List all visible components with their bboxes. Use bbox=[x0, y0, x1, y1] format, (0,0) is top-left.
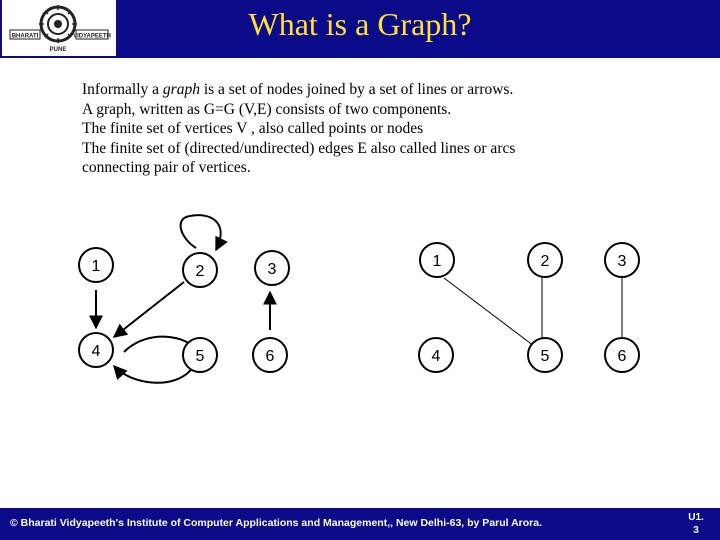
directed-node-3-label: 3 bbox=[267, 261, 277, 278]
undirected-nodes bbox=[419, 243, 639, 372]
logo-text-left: BHARATI bbox=[11, 33, 39, 40]
logo-text-bottom: PUNE bbox=[49, 47, 67, 53]
slide-number-page: 3 bbox=[693, 525, 699, 536]
undirected-node-3-label: 3 bbox=[617, 253, 627, 270]
directed-node-4-label: 4 bbox=[91, 343, 101, 360]
text-line-2: A graph, written as G=G (V,E) consists of two components. bbox=[82, 100, 452, 118]
undirected-node-4-label: 4 bbox=[431, 348, 441, 365]
edge-5-4-lower bbox=[114, 362, 196, 383]
directed-node-2-label: 2 bbox=[195, 263, 205, 280]
edge-2-4 bbox=[114, 282, 184, 337]
undirected-node-1-label: 1 bbox=[432, 253, 442, 270]
undirected-node-5-label: 5 bbox=[540, 348, 550, 365]
slide-title: What is a Graph? bbox=[248, 6, 472, 42]
footer-credit: © Bharati Vidyapeeth's Institute of Computer Applications and Management,, New Delhi-63, by Parul Arora. bbox=[10, 517, 543, 529]
text-line-1-end: is a set of nodes joined by a set of lines or arrows. bbox=[199, 81, 514, 98]
undirected-node-6-label: 6 bbox=[617, 348, 627, 365]
undirected-node-2-label: 2 bbox=[540, 253, 550, 270]
logo-text-right: VIDYAPEETH bbox=[73, 33, 111, 40]
directed-node-6-label: 6 bbox=[265, 348, 275, 365]
edge-u1-u5 bbox=[444, 278, 534, 346]
undirected-graph bbox=[444, 278, 622, 346]
text-line-5: connecting pair of vertices. bbox=[82, 159, 251, 176]
edge-2-2-loop bbox=[181, 215, 221, 250]
footer-bar bbox=[0, 508, 720, 540]
directed-node-5-label: 5 bbox=[195, 348, 205, 365]
graph-term: graph bbox=[162, 81, 200, 98]
text-line-1-start: Informally a bbox=[82, 81, 163, 98]
slide-number-unit: U1. bbox=[688, 512, 704, 523]
slide-number bbox=[686, 511, 706, 537]
directed-nodes bbox=[79, 248, 289, 372]
directed-node-1-label: 1 bbox=[91, 258, 101, 275]
text-line-4: The finite set of (directed/undirected) edges E also called lines or arcs bbox=[82, 139, 516, 157]
text-line-3: The finite set of vertices V , also called points or nodes bbox=[82, 120, 424, 137]
